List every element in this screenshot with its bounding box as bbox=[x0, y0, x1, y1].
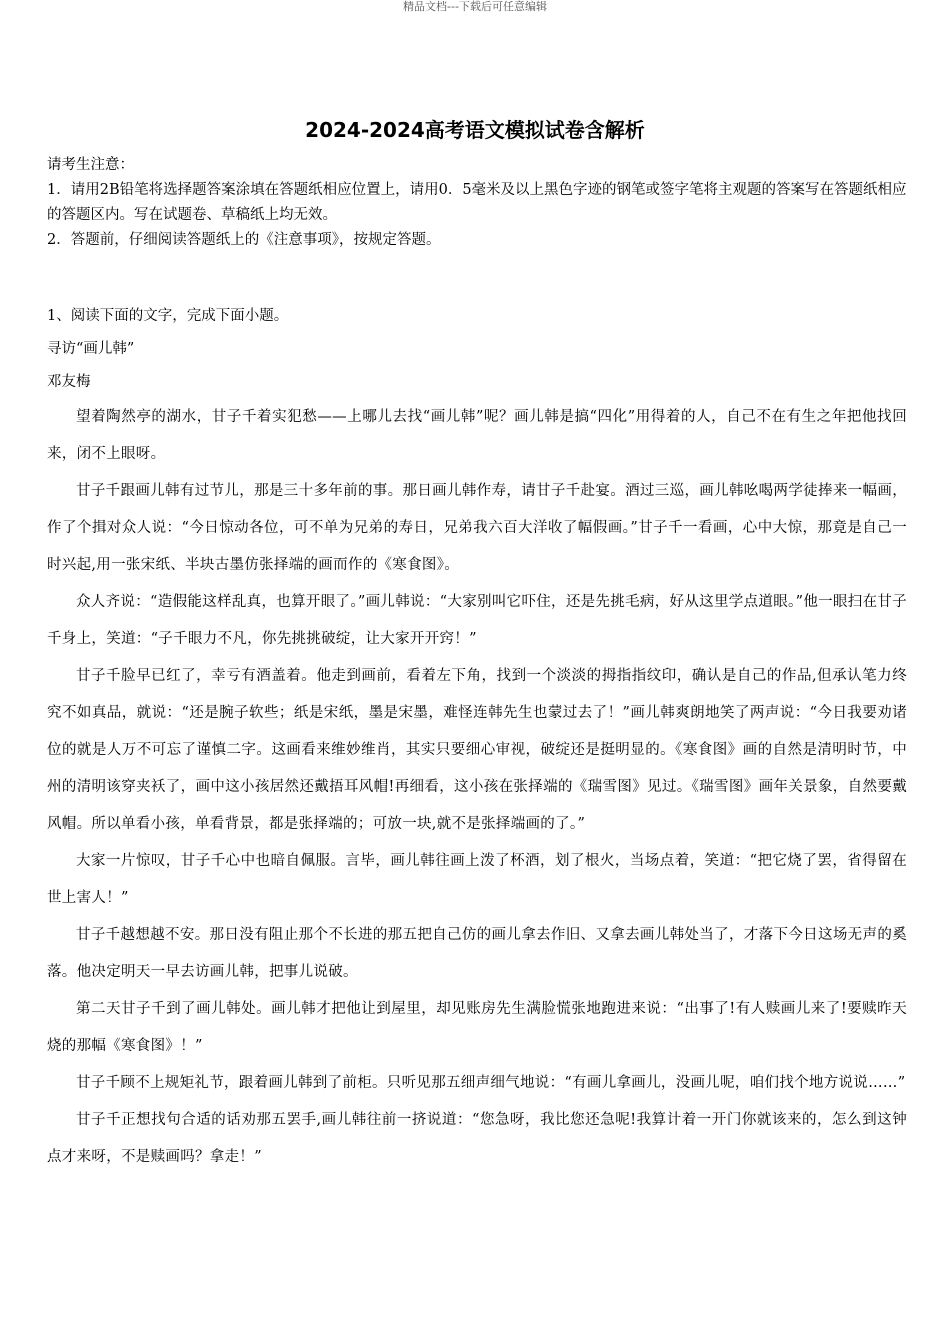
question-prompt: 1、阅读下面的文字，完成下面小题。 bbox=[47, 308, 289, 324]
notice-item-1: 1．请用2B铅笔将选择题答案涂填在答题纸相应位置上，请用0．5毫米及以上黑色字迹的钢笔或签字笔将主观题的答案写在答题纸相应的答题区内。写在试题卷、草稿纸上均无效。 bbox=[47, 182, 907, 223]
notice-heading: 请考生注意： bbox=[47, 157, 134, 173]
paragraph: 甘子千脸早已红了，幸亏有酒盖着。他走到画前，看着左下角，找到一个淡淡的拇指指纹印，确认是自己的作品,但承认笔力终究不如真品，就说：“还是腕子软些；纸是宋纸，墨是宋墨，难怪连韩先生也蒙过去了！”画儿韩爽朗地笑了两声说：“今日我要劝诸位的就是人万不可忘了谨慎二字。这画看来维妙维肖，其实只要细心审视，破绽还是挺明显的。《寒食图》画的自然是清明时节，中州的清明该穿夹袄了，画中这小孩居然还戴捂耳风帽!再细看，这小孩在张择端的《瑞雪图》见过。《瑞雪图》画年关景象，自然要戴风帽。所以单看小孩，单看背景，都是张择端的；可放一块,就不是张择端画的了。” bbox=[47, 668, 907, 832]
paragraph: 大家一片惊叹，甘子千心中也暗自佩服。言毕，画儿韩往画上泼了杯酒，划了根火，当场点着，笑道：“把它烧了罢，省得留在世上害人！” bbox=[47, 853, 907, 906]
notice-block bbox=[47, 153, 907, 253]
article-author: 邓友梅 bbox=[47, 374, 91, 390]
question-block bbox=[47, 300, 907, 1176]
notice-item-2: 2．答题前，仔细阅读答题纸上的《注意事项》，按规定答题。 bbox=[47, 232, 441, 248]
article-title: 寻访“画儿韩” bbox=[47, 341, 135, 357]
page-title: 2024-2024高考语文模拟试卷含解析 bbox=[305, 118, 645, 142]
paragraph: 甘子千越想越不安。那日没有阻止那个不长进的那五把自己仿的画儿拿去作旧、又拿去画儿韩处当了，才落下今日这场无声的奚落。他决定明天一早去访画儿韩，把事儿说破。 bbox=[47, 927, 907, 980]
header-note: 精品文档---下载后可任意编辑 bbox=[403, 0, 547, 13]
paragraph: 众人齐说：“造假能这样乱真，也算开眼了。”画儿韩说：“大家别叫它吓住，还是先挑毛病，好从这里学点道眼。”他一眼扫在甘子千身上，笑道：“子千眼力不凡，你先挑挑破绽，让大家开开窍！” bbox=[47, 594, 907, 647]
paragraph: 甘子千正想找句合适的话劝那五罢手,画儿韩往前一挤说道：“您急呀，我比您还急呢!我算计着一开门你就该来的，怎么到这钟点才来呀，不是赎画吗？拿走！” bbox=[47, 1112, 907, 1165]
paragraph: 望着陶然亭的湖水，甘子千着实犯愁——上哪儿去找“画儿韩”呢？画儿韩是搞“四化”用得着的人，自己不在有生之年把他找回来，闭不上眼呀。 bbox=[47, 409, 907, 462]
paragraph: 甘子千跟画儿韩有过节儿，那是三十多年前的事。那日画儿韩作寿，请甘子千赴宴。酒过三巡，画儿韩吆喝两学徒捧来一幅画，作了个揖对众人说：“今日惊动各位，可不单为兄弟的寿日，兄弟我六百大洋收了幅假画。”甘子千一看画，心中大惊，那竟是自己一时兴起,用一张宋纸、半块古墨仿张择端的画而作的《寒食图》。 bbox=[47, 483, 907, 573]
paragraph: 甘子千顾不上规矩礼节，跟着画儿韩到了前柜。只听见那五细声细气地说：“有画儿拿画儿，没画儿呢，咱们找个地方说说……” bbox=[76, 1075, 906, 1091]
paragraph: 第二天甘子千到了画儿韩处。画儿韩才把他让到屋里，却见账房先生满脸慌张地跑进来说：“出事了!有人赎画儿来了!要赎昨天烧的那幅《寒食图》！” bbox=[47, 1001, 907, 1054]
